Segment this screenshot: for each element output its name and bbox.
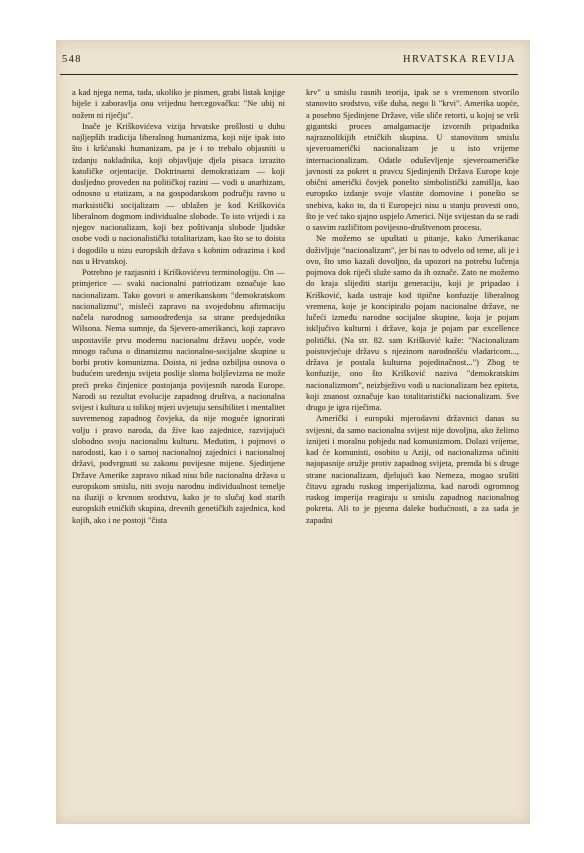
- paragraph: Ne možemo se upuštati u pitanje, kako Amerikanac doživljuje "nacionalizam", jer bi nas to odvelo od teme, ali je i ovo, što smo kazali dovoljno, da upozori na potrebu lučenja pojmova dok riječi služe samo da ih označe. Zato ne možemo do kraja slijediti stariju generaciju, koji je pripadao i Krišković, kada ustraje kod tipične konfuzije liberalnog vremena, koje je koncipiralo pojam nacionalne države, ne lučeći između narodne socijalne skupine, koja je pojam isključivo kulturni i države, koja je pojam par excellence politički. (Na str. 82. sam Krišković kaže: "Nacionalizam poistovjećuje državu s njezinom narodnošću vladaricom..., država je postala kulturna pojedinačnost...") Zbog te konfuzije, ono što Krišković naziva "demokratskim nacionalizmom", neizbježivo vodi u nacionalizam bez epiteta, koji znanost označuje kao totalitaristički nacionalizam. Sve drugo je igra riječima.: [306, 233, 519, 412]
- header-rule: [60, 74, 518, 75]
- page-header: [62, 54, 516, 70]
- paragraph: Potrebno je razjasniti i Kriškovićevu terminologiju. On — primjerice — svaki nacionalni patriotizam označuje kao nacionalizam. Tako govori o amerikanskom "demokratskom nacionalizmu", misleći zapravo na svojedobnu afirmaciju načela narodnog samoodređenja sa strane predsjednika Wilsona. Nema sumnje, da Sjevero-amerikanci, koji zapravo uspostaviše prvu modernu nacionalnu državu uopće, vode mnogo računa o dinamizmu nacionalno-socijalne skupine u borbi protiv komunizma. Doista, ni jedna ozbiljna osnova o budućem uređenju svijeta poslije sloma boljševizma ne može preći preko činjenice postojanja povijesnih naroda Europe. Narodi su rezultat evolucije zapadnog društva, a nacionalna svijest i kultura u tolikoj mjeri uvjetuju sensibilitet i mentalitet suvremenog zapadnog čovjeka, da nije moguće ignorirati volju i pravo naroda, da žive kao zajednice, razvijajući slobodno svoju nacionalnu kulturu. Međutim, i pojmovi o narodosti, kao i o samoj nacionalnoj zajednici i nacionalnoj državi, podvrgnuti su zakonu povijesne mijene. Sjedinjene Države Amerike zapravo nikad nisu bile nacionalna država u europskom smislu, niti svoju narodnu individualnost temelje na iluziji o krvnom srodstvu, kako je to slučaj kod starih europskih etničkih skupina, drevnih genetičkih zajednica, kod kojih, ako i ne postoji "čista: [72, 267, 285, 525]
- left-column: [72, 87, 285, 526]
- paragraph: krv" u smislu rasnih teorija, ipak se s vremenom stvorilo stanovito srodstvo, više duha, nego li "krvi". Amerika uopće, a posebno Sjedinjene Države, više sliče retorti, u kojoj se vrši gigantski proces amalgamacije izvornih pripadnika najraznolikijih etničkih skupina. U stanovitom smislu sjeveroamerički nacionalizam je u isto vrijeme internacionalizam. Odatle oduševljenje sjeveroameričke javnosti za pokret u pravcu Sjedinjenih Država Europe koje obični američki čovjek ponešto simbolistički zamišlja, kao europsko izdanje svoje vlastite domovine i ponešto se snebiva, kako to, da ti Europejci nisu u stanju provesti ono, što je već tako sjajno uspjelo Americi. Nije svijestan da se radi o sasvim različitom povijesno-društvenom procesu.: [306, 87, 519, 232]
- magazine-page: [56, 40, 530, 824]
- paragraph: Američki i europski mjerodavni državnici danas su svijesni, da samo nacionalna svijest nije dovoljna, ako želimo iznijeti i moralnu pobjedu nad komunizmom. Dolazi vrijeme, kad će komunisti, osobito u Aziji, od nacionalizma učiniti najopasnije oružje protiv zapadnog svijeta, premda bi s druge strane nacionalizam, djelujući kao Nemeza, mogao srušiti čitavu zgradu ruskog imperijalizma, kad narodi ogromnog ruskog imperija reagiraju u smislu zapadnog nacionalnog pokreta. Ali to je pjesma daleke budućnosti, a za sada je zapadni: [306, 413, 519, 525]
- right-column: [306, 87, 519, 526]
- page-number: 548: [62, 54, 82, 65]
- running-title: HRVATSKA REVIJA: [402, 54, 516, 65]
- paragraph: a kad njega nema, tada, ukoliko je pismen, grabi listak knjige bijele i zaboravlja onu vrijednu hercegovačku: "Ne ubij ni nožem ni riječju".: [72, 87, 285, 120]
- paragraph: Inače je Kriškovićeva vizija hrvatske prošlosti u duhu najljepših tradicija liberalnog humanizma, koji nije ipak isto što i kršćanski humanizam, pa je i to trebalo objasniti u izdanju nakladnika, koji objavljuje djela pisaca izrazito katoličke orjentacije. Doktrinarni demokratizam — koji dosljedno proveden na političkoj razini — vodi u anarhizam, odnosno u etatizam, a na gospodarskom području ravno u marksistički socijalizam — ublažen je kod Kriškovića liberalnom dogmom individualne slobode. To isto vrijedi i za njegov nacionalizam, koji bez poštivanja slobode ljudske osobe vodi u nacionalistički totalitarizam, kao što se to doista i dogodilo u nizu europskih država s kobnim odrazima i kod nas u Hrvatskoj.: [72, 120, 285, 266]
